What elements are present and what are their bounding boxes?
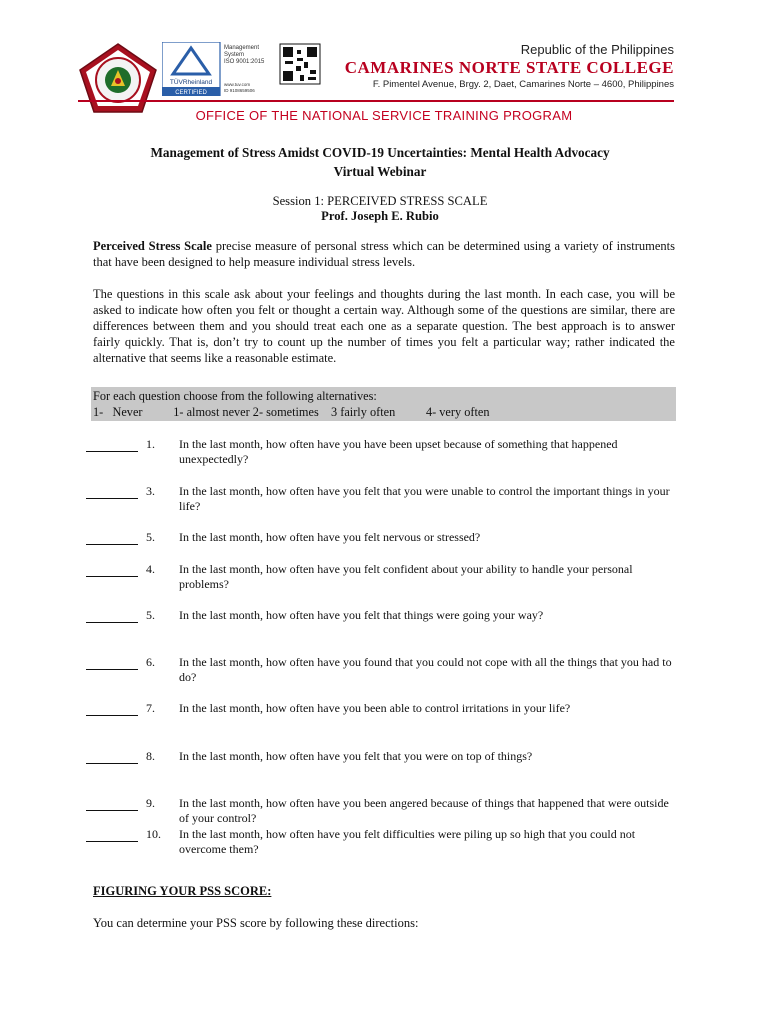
session-block [80,194,680,224]
instructions-paragraph: The questions in this scale ask about your feelings and thoughts during the last month. In each case, you will be asked to indicate how often you felt or thought a certain way. Although some of the questions are similar, there are differences between them and you should treat each one as a separate question. The best approach is to answer fairly quickly. That is, don’t try to count up the number of times you felt a particular way; rather indicated the alternative that seems like a reasonable estimate. [93,287,675,365]
session-title: Session 1: PERCEIVED STRESS SCALE [272,194,488,208]
answer-blank[interactable] [86,562,138,577]
question-text: In the last month, how often have you felt difficulties were piling up so high that you could not overcome them? [179,827,636,856]
svg-text:ISO 9001:2015: ISO 9001:2015 [224,59,265,65]
alternatives-box [91,387,676,421]
question-number: 1. [146,437,155,451]
iso-certification-block [162,42,322,96]
answer-blank[interactable] [86,749,138,764]
college-seal-logo [78,42,158,114]
answer-blank[interactable] [86,484,138,499]
document-title-line1: Management of Stress Amidst COVID-19 Uncertainties: Mental Health Advocacy [150,145,610,160]
question-text: In the last month, how often have you have been upset because of something that happened unexpectedly? [179,437,618,466]
score-directions: You can determine your PSS score by following these directions: [93,916,419,930]
answer-blank[interactable] [86,655,138,670]
question-number: 8. [146,749,155,763]
svg-text:TÜVRheinland: TÜVRheinland [169,79,213,86]
document-title [80,143,680,181]
svg-text:System: System [224,52,245,58]
answer-blank[interactable] [86,608,138,623]
question-text: In the last month, how often have you felt that you were unable to control the important things in your life? [179,484,670,513]
svg-text:www.tuv.com: www.tuv.com [224,82,251,87]
question-number: 5. [146,530,155,544]
question-number: 5. [146,608,155,622]
svg-text:CERTIFIED: CERTIFIED [175,90,207,96]
college-name: CAMARINES NORTE STATE COLLEGE [344,58,674,77]
score-heading: FIGURING YOUR PSS SCORE: [93,884,272,898]
question-number: 3. [146,484,155,498]
office-title: OFFICE OF THE NATIONAL SERVICE TRAINING PROGRAM [195,108,573,123]
question-text: In the last month, how often have you felt that you were on top of things? [179,749,533,763]
question-number: 10. [146,827,161,841]
answer-blank[interactable] [86,827,138,842]
question-text: In the last month, how often have you been angered because of things that happened that were outside of your control? [179,796,669,825]
svg-text:ID 9108659506: ID 9108659506 [224,88,255,93]
republic-label: Republic of the Philippines [520,42,674,57]
alternatives-scale: 1- Never 1- almost never 2- sometimes 3 fairly often 4- very often [93,405,490,419]
intro-paragraph [93,238,675,270]
answer-blank[interactable] [86,796,138,811]
question-number: 7. [146,701,155,715]
intro-text: precise measure of personal stress which can be determined using a variety of instruments that have been designed to help measure individual stress levels. [93,239,676,269]
answer-blank[interactable] [86,530,138,545]
svg-text:Management: Management [224,45,260,51]
qr-code-icon [280,44,320,84]
question-number: 6. [146,655,155,669]
question-number: 9. [146,796,155,810]
intro-term: Perceived Stress Scale [93,239,212,253]
question-text: In the last month, how often have you found that you could not cope with all the things that you had to do? [179,655,672,684]
question-number: 4. [146,562,155,576]
answer-blank[interactable] [86,701,138,716]
speaker-name: Prof. Joseph E. Rubio [321,209,439,223]
question-text: In the last month, how often have you been able to control irritations in your life? [179,701,571,715]
question-text: In the last month, how often have you felt nervous or stressed? [179,530,481,544]
alternatives-title: For each question choose from the following alternatives: [93,389,377,403]
document-title-line2: Virtual Webinar [333,164,427,179]
college-address: F. Pimentel Avenue, Brgy. 2, Daet, Camarines Norte – 4600, Philippines [372,79,674,90]
answer-blank[interactable] [86,437,138,452]
question-text: In the last month, how often have you felt that things were going your way? [179,608,544,622]
question-text: In the last month, how often have you felt confident about your ability to handle your personal problems? [179,562,633,591]
header-divider [78,100,674,102]
